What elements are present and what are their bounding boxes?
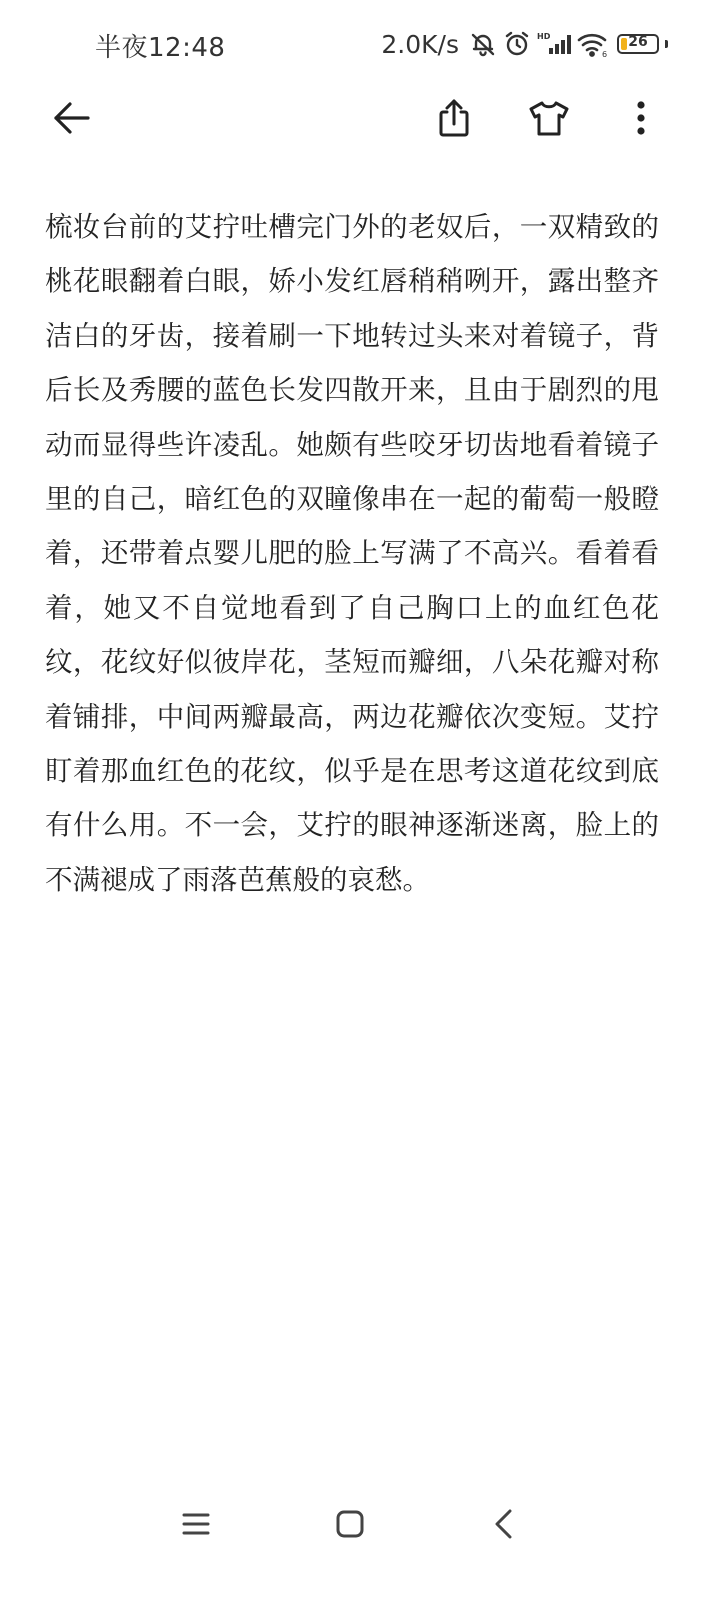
battery-icon [617, 34, 659, 54]
recent-apps-button[interactable] [166, 1496, 226, 1552]
home-icon [335, 1509, 365, 1539]
wifi-icon [577, 30, 609, 58]
status-bar [0, 0, 720, 88]
theme-button[interactable] [521, 90, 577, 146]
mute-bell-icon [469, 30, 497, 58]
theme-shirt-icon [527, 98, 571, 138]
back-button[interactable] [44, 90, 100, 146]
article-text: 梳妆台前的艾拧吐槽完门外的老奴后，一双精致的桃花眼翻着白眼，娇小发红唇稍稍咧开，露出整齐洁白的牙齿，接着刷一下地转过头来对着镜子，背后长及秀腰的蓝色长发四散开来，且由于剧烈的甩动而显得些许凌乱。她颇有些咬牙切齿地看着镜子里的自己，暗红色的双瞳像串在一起的葡萄一般瞪着，还带着点婴儿肥的脸上写满了不高兴。看着看着，她又不自觉地看到了自己胸口上的血红色花纹，花纹好似彼岸花，茎短而瓣细，八朵花瓣对称着铺排，中间两瓣最高，两边花瓣依次变短。艾拧盯着那血红色的花纹，似乎是在思考这道花纹到底有什么用。不一会，艾拧的眼神逐渐迷离，脸上的不满褪成了雨落芭蕉般的哀愁。 [45, 211, 659, 896]
battery-tip [665, 40, 668, 48]
share-icon [434, 97, 474, 139]
alarm-icon [503, 30, 531, 58]
more-vertical-icon [631, 98, 651, 138]
svg-text:HD: HD [537, 32, 551, 41]
home-button[interactable] [320, 1496, 380, 1552]
share-button[interactable] [426, 90, 482, 146]
top-toolbar [0, 88, 720, 148]
nav-back-button[interactable] [474, 1496, 534, 1552]
back-icon [492, 1508, 516, 1540]
battery-level: 26 [628, 34, 648, 50]
status-indicators [381, 26, 668, 62]
status-time: 半夜12:48 [95, 33, 226, 63]
network-speed: 2.0K/s [381, 29, 459, 59]
svg-text:6: 6 [602, 50, 608, 58]
back-arrow-icon [50, 98, 94, 138]
system-nav-bar [0, 1490, 720, 1560]
hd-signal-icon [537, 30, 571, 58]
menu-icon [181, 1510, 211, 1538]
more-options-button[interactable] [613, 90, 669, 146]
